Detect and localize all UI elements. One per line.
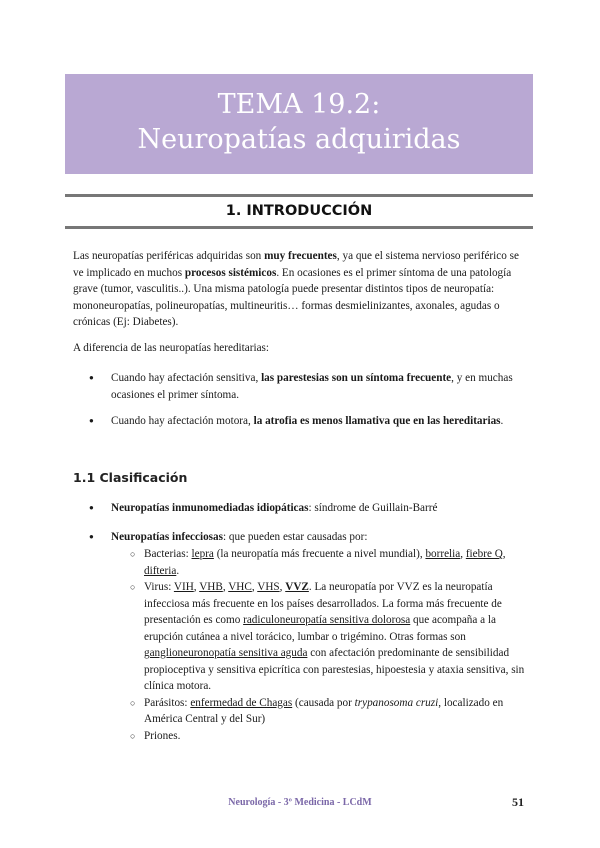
list-item: ● Cuando hay afectación motora, la atrofia es menos llamativa que en las hereditarias. [73,413,525,430]
sublist-item-bacteria: ○ Bacterias: lepra (la neuropatía más frecuente a nivel mundial), borrelia, fiebre Q, difteria. [73,546,525,579]
chapter-number: TEMA 19.2: [217,89,381,120]
sublist-item-parasites: ○ Parásitos: enfermedad de Chagas (causada por trypanosoma cruzi, localizado en América Central y del Sur) [73,695,525,728]
diff-list [73,370,525,440]
chapter-title-banner [65,74,533,174]
section-heading-introduccion: 1. INTRODUCCIÓN [65,194,533,229]
sublist-item-virus: ○ Virus: VIH, VHB, VHC, VHS, VVZ. La neuropatía por VVZ es la neuropatía infecciosa más frecuente en los países desarrollados. La forma más frecuente de presentación es como radiculoneuropatía sensitiva dolorosa que acompaña a la erupción cutánea a nivel torácico, lumbar o trigémino. Otras formas son ganglioneuronopatía sensitiva aguda con afectación predominante de sensibilidad propioceptiva y sensitiva epicrítica con parestesias, hipoestesia y ataxia sensitiva, sin clínica motora. [73,579,525,695]
list-item: ● Cuando hay afectación sensitiva, las parestesias son un síntoma frecuente, y en muchas ocasiones el primer síntoma. [73,370,525,403]
classification-list [73,500,525,756]
chapter-title: Neuropatías adquiridas [137,124,461,155]
infectious-sublist [111,546,525,744]
list-item-infectious: ● Neuropatías infecciosas: que pueden estar causadas por: ○ Bacterias: lepra (la neuropatía más frecuente a nivel mundial), borrelia, fiebre Q, difteria. ○ Virus: VIH, VHB, VHC, VHS, VVZ. La neuropatía por VVZ es la neuropatía infecciosa más frecuente en los países desarrollados. La forma más frecuente de presentación es como radiculoneuropatía sensitiva dolorosa que acompaña a la erupción cutánea a nivel torácico, lumbar o trigémino. Otras formas son ganglioneuronopatía sensitiva aguda con afectación predominante de sensibilidad propioceptiva y sensitiva epicrítica con parestesias, hipoestesia y ataxia sensitiva, sin clínica motora. ○ Parásitos: enfermedad de Chagas (causada por trypanosoma cruzi, localizado en América Central y del Sur) ○ Priones. [73,529,525,745]
diff-intro-paragraph: A diferencia de las neuropatías hereditarias: [73,342,270,354]
list-item-immunomediated: ● Neuropatías inmunomediadas idiopáticas: síndrome de Guillain-Barré [73,500,525,517]
intro-paragraph: Las neuropatías periféricas adquiridas son muy frecuentes, ya que el sistema nervioso periférico se ve implicado en muchos procesos sistémicos. En ocasiones es el primer síntoma de una patología grave (tumor, vasculitis..). Una misma patología puede presentar distintos tipos de neuropatía: mononeuropatías, polineuropatías, multineuritis… formas desmielinizantes, axonales, agudas o crónicas (Ej: Diabetes). [73,250,519,328]
page-number: 51 [512,795,524,809]
page-footer: Neurología - 3º Medicina - LCdM [228,797,372,808]
sublist-item-prions: ○ Priones. [73,728,525,745]
subsection-heading-clasificacion: 1.1 Clasificación [73,470,188,485]
